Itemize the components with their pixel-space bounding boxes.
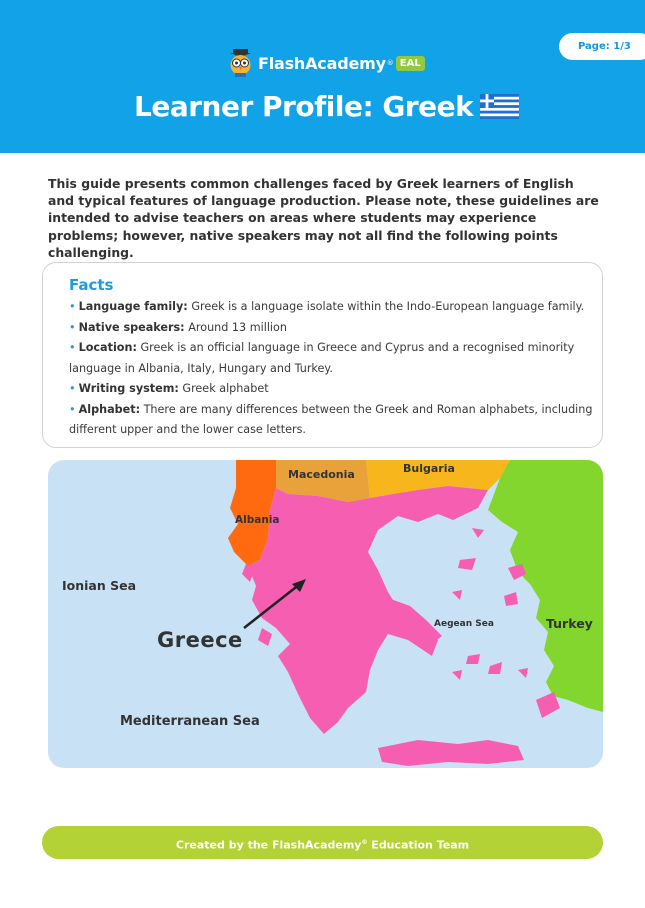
facts-list — [69, 297, 594, 441]
greece-region — [248, 486, 488, 734]
label-ionian-sea: Ionian Sea — [62, 578, 137, 593]
label-turkey: Turkey — [546, 616, 593, 631]
skyros-island — [452, 590, 462, 600]
page-indicator: Page: 1/3 — [559, 33, 645, 60]
title-row — [134, 86, 519, 126]
greece-flag-icon — [480, 94, 519, 119]
label-albania: Albania — [235, 514, 280, 526]
fact-item: • Language family: Greek is a language isolate within the Indo-European language family. — [69, 300, 585, 313]
bullet-icon: • — [69, 300, 76, 313]
label-macedonia: Macedonia — [288, 468, 355, 481]
cyclades-island — [452, 670, 462, 680]
fact-item: • Alphabet: There are many differences between the Greek and Roman alphabets, including different upper and the lower case letters. — [69, 402, 593, 436]
eal-badge: EAL — [396, 56, 425, 71]
cyclades-island — [466, 654, 480, 664]
footer-banner — [42, 826, 603, 859]
turkey-region — [488, 460, 603, 712]
owl-mascot-icon — [228, 48, 253, 78]
brand-registered-mark: ® — [386, 59, 394, 67]
limnos-island — [458, 558, 476, 570]
fact-item: • Writing system: Greek alphabet — [69, 382, 269, 395]
header-banner — [0, 0, 645, 153]
footer-text-suffix: Education Team — [367, 838, 470, 852]
bullet-icon: • — [69, 382, 76, 395]
dodecanese-island — [518, 668, 528, 678]
facts-box — [42, 262, 603, 448]
brand-logo — [228, 48, 425, 78]
fact-item: • Native speakers: Around 13 million — [69, 320, 287, 334]
fact-item: • Location: Greek is an official language in Greece and Cyprus and a recognised minority language in Albania, Italy, Hungary and Turkey. — [69, 341, 575, 375]
footer-registered-mark: ® — [361, 839, 368, 846]
bullet-icon: • — [69, 402, 76, 416]
kefalonia-island — [258, 628, 272, 646]
label-bulgaria: Bulgaria — [403, 462, 455, 475]
bullet-icon: • — [69, 341, 76, 354]
facts-heading: Facts — [69, 276, 114, 294]
footer-text-prefix: Created by the FlashAcademy — [175, 838, 362, 852]
chios-island — [504, 592, 518, 606]
crete-island — [378, 740, 524, 766]
brand-name: FlashAcademy — [258, 53, 386, 73]
thasos-island — [472, 528, 484, 538]
cyclades-island — [488, 662, 502, 674]
greece-map — [48, 460, 603, 768]
label-greece: Greece — [157, 628, 243, 652]
label-aegean-sea: Aegean Sea — [434, 619, 494, 629]
bullet-icon: • — [69, 320, 76, 334]
page-title: Learner Profile: Greek — [134, 89, 474, 123]
intro-paragraph: This guide presents common challenges faced by Greek learners of English and typical features of language production. Please note, these guidelines are intended to advise teachers on areas where students may experience problems; however, native speakers may not all find the following points challenging. — [48, 176, 599, 260]
label-mediterranean-sea: Mediterranean Sea — [120, 714, 260, 729]
